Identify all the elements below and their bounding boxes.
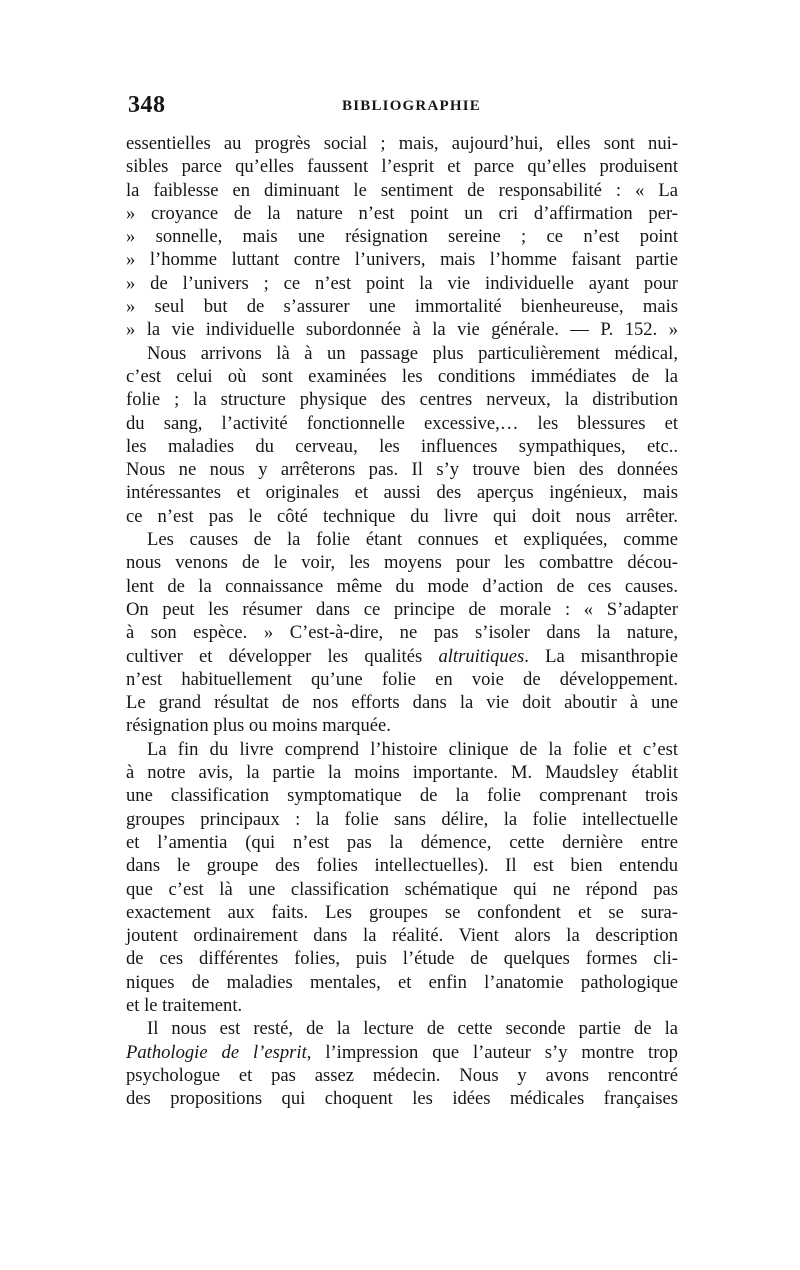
text-line: lent de la connaissance même du mode d’action de ces causes.	[126, 575, 678, 597]
text-line: à son espèce. » C’est-à-dire, ne pas s’isoler dans la nature,	[126, 622, 678, 644]
text-line: psychologue et pas assez médecin. Nous y avons rencontré	[126, 1064, 678, 1086]
text-line: du sang, l’activité fonctionnelle excessive,… les blessures et	[126, 412, 678, 434]
text-line: des propositions qui choquent les idées médicales françaises	[126, 1088, 678, 1110]
text-line: intéressantes et originales et aussi des aperçus ingénieux, mais	[126, 482, 678, 504]
text-line: On peut les résumer dans ce principe de morale : « S’adapter	[126, 598, 678, 620]
paragraph-start-line: Nous arrivons là à un passage plus particulièrement médical,	[147, 342, 678, 364]
text-line: » sonnelle, mais une résignation sereine ; ce n’est point	[126, 226, 678, 248]
text-line: à notre avis, la partie la moins importante. M. Maudsley établit	[126, 762, 678, 784]
text-line: les maladies du cerveau, les influences sympathiques, etc..	[126, 435, 678, 457]
text-line: » la vie individuelle subordonnée à la vie générale. — P. 152. »	[126, 319, 678, 341]
text-line: groupes principaux : la folie sans délire, la folie intellectuelle	[126, 808, 678, 830]
text-line: » de l’univers ; ce n’est point la vie individuelle ayant pour	[126, 272, 678, 294]
text-line: » l’homme luttant contre l’univers, mais l’homme faisant partie	[126, 249, 678, 271]
text-line-with-italic: cultiver et développer les qualités altruitiques. La misanthropie	[126, 645, 679, 667]
text-line: la faiblesse en diminuant le sentiment de responsabilité : « La	[126, 179, 678, 201]
text-line: folie ; la structure physique des centres nerveux, la distribution	[126, 389, 678, 411]
text-line: » croyance de la nature n’est point un cri d’affirmation per-	[126, 202, 678, 224]
italic-phrase: altruitiques	[438, 645, 525, 667]
text-line: niques de maladies mentales, et enfin l’anatomie pathologique	[126, 971, 678, 993]
text-line: que c’est là une classification schématique qui ne répond pas	[126, 878, 678, 900]
text-line: de ces différentes folies, puis l’étude de quelques formes cli-	[126, 948, 678, 970]
text-line: exactement aux faits. Les groupes se confondent et se sura-	[126, 901, 678, 923]
paragraph-start-line: Les causes de la folie étant connues et expliquées, comme	[147, 529, 678, 551]
paragraph-start-line: Il nous est resté, de la lecture de cette seconde partie de la	[147, 1018, 678, 1040]
text-line: Le grand résultat de nos efforts dans la vie doit aboutir à une	[126, 692, 678, 714]
running-title: BIBLIOGRAPHIE	[342, 98, 481, 114]
body-text	[126, 132, 678, 1110]
paragraph-end-line: résignation plus ou moins marquée.	[126, 715, 391, 737]
text-line: joutent ordinairement dans la réalité. Vient alors la description	[126, 925, 678, 947]
text-line: nous venons de le voir, les moyens pour les combattre décou-	[126, 552, 678, 574]
text-line: » seul but de s’assurer une immortalité bienheureuse, mais	[126, 296, 678, 318]
text-line: c’est celui où sont examinées les conditions immédiates de la	[126, 365, 678, 387]
text-line: et l’amentia (qui n’est pas la démence, cette dernière entre	[126, 831, 678, 853]
text-line: essentielles au progrès social ; mais, aujourd’hui, elles sont nui-	[126, 133, 678, 154]
page-number: 348	[128, 92, 166, 118]
text-line: ce n’est pas le côté technique du livre qui doit nous arrêter.	[126, 505, 678, 527]
paragraph-start-line: La fin du livre comprend l’histoire clinique de la folie et c’est	[147, 738, 678, 760]
text-line-with-italic-title: Pathologie de l’esprit, l’impression que l’auteur s’y montre trop	[126, 1041, 678, 1063]
italic-phrase: Pathologie de l’esprit	[126, 1041, 307, 1063]
paragraph-end-line: et le traitement.	[126, 994, 243, 1016]
running-head	[124, 92, 682, 122]
text-line: dans le groupe des folies intellectuelles). Il est bien entendu	[126, 855, 678, 877]
text-line: sibles parce qu’elles faussent l’esprit et parce qu’elles produisent	[126, 156, 678, 178]
text-line: une classification symptomatique de la folie comprenant trois	[126, 785, 678, 807]
text-line: Nous ne nous y arrêterons pas. Il s’y trouve bien des données	[126, 459, 678, 481]
text-line: n’est habituellement qu’une folie en voie de développement.	[126, 668, 678, 690]
